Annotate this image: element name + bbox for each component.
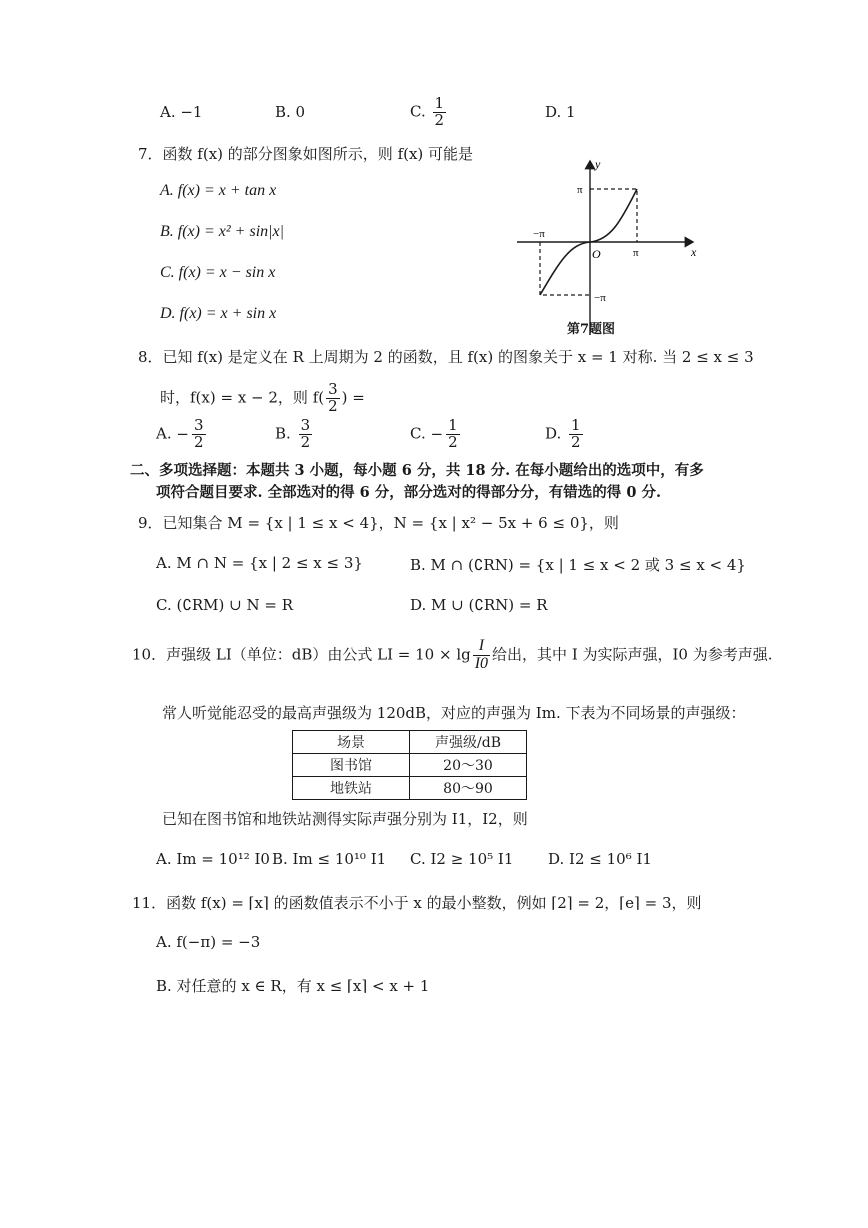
table-cell: 地铁站	[293, 777, 410, 800]
q7-option-a: A. f(x) = x + tan x	[160, 182, 277, 199]
table-cell: 80～90	[410, 777, 527, 800]
origin-label: O	[592, 247, 601, 261]
q10-line2: 常人听觉能忍受的最高声强级为 120dB，对应的声强为 Im. 下表为不同场景的声强级：	[162, 704, 746, 722]
q11-option-b: B. 对任意的 x ∈ R，有 x ≤ ⌈x⌉ < x + 1	[156, 977, 430, 995]
q8-option-c	[410, 418, 462, 451]
guide-neg-pi	[540, 242, 590, 295]
guide-pi	[590, 189, 637, 242]
option-label: D.	[545, 424, 562, 443]
fraction-numerator: 1	[434, 94, 445, 112]
table-cell: 图书馆	[293, 754, 410, 777]
option-label: A.	[156, 424, 172, 443]
q7-stem: 7．函数 f(x) 的部分图象如图所示，则 f(x) 可能是	[138, 145, 474, 163]
y-axis-label: y	[595, 157, 601, 171]
x-axis-label: x	[691, 245, 697, 259]
fraction-denominator: 2	[434, 110, 445, 129]
q10-stem-post: 给出，其中 I 为实际声强，I0 为参考声强.	[492, 645, 773, 664]
q10-line3: 已知在图书馆和地铁站测得实际声强分别为 I1，I2，则	[162, 810, 528, 828]
fraction-numerator: 3	[300, 416, 311, 434]
fraction-numerator: I	[473, 638, 490, 656]
table-cell: 20～30	[410, 754, 527, 777]
q10-option-c: C. I2 ≥ 10⁵ I1	[410, 850, 514, 868]
q6-option-c	[410, 96, 448, 129]
section2-heading-line1: 二、多项选择题：本题共 3 小题，每小题 6 分，共 18 分. 在每小题给出的选项中，有多	[130, 462, 704, 479]
q7-option-c: C. f(x) = x − sin x	[160, 264, 276, 281]
q9-stem: 9．已知集合 M = {x | 1 ≤ x < 4}，N = {x | x² − 5x + 6 ≤ 0}，则	[138, 514, 619, 532]
table-header-row	[293, 731, 527, 754]
q8-line2	[160, 382, 365, 415]
option-label: B.	[275, 424, 291, 443]
q8-option-d	[545, 418, 585, 451]
q10-stem-pre: 10．声强级 LI（单位：dB）由公式 LI = 10 × lg	[132, 645, 471, 664]
fraction-denominator: I0	[474, 654, 489, 672]
fraction-denominator: 2	[571, 432, 581, 451]
q8-line2-post: ) =	[341, 388, 365, 407]
neg-pi-label-x: −π	[533, 228, 545, 240]
q11-stem: 11．函数 f(x) = ⌈x⌉ 的函数值表示不小于 x 的最小整数，例如 ⌈2⌉ = 2，⌈e⌉ = 3，则	[132, 894, 702, 912]
fraction-denominator: 2	[300, 432, 311, 451]
q6-option-b: B. 0	[275, 103, 306, 121]
fraction-numerator: 1	[448, 416, 458, 434]
fraction-denominator: 2	[193, 432, 204, 451]
option-fraction	[299, 418, 313, 451]
fraction-denominator: 2	[448, 432, 458, 451]
option-sign: −	[176, 425, 189, 444]
q9-option-b: B. M ∩ (∁RN) = {x | 1 ≤ x < 2 或 3 ≤ x < 4}	[410, 556, 746, 574]
q6-option-d: D. 1	[545, 103, 576, 121]
fraction-denominator: 2	[328, 396, 338, 415]
neg-pi-label-y: −π	[594, 292, 606, 304]
q7-option-b: B. f(x) = x² + sin|x|	[160, 223, 285, 240]
option-fraction	[569, 418, 583, 451]
table-row	[293, 754, 527, 777]
q9-option-a: A. M ∩ N = {x | 2 ≤ x ≤ 3}	[156, 554, 363, 572]
fraction-numerator: 1	[571, 416, 581, 434]
q7-option-d: D. f(x) = x + sin x	[160, 305, 277, 322]
q7-graph-figure	[515, 155, 705, 340]
q10-option-d: D. I2 ≤ 10⁶ I1	[548, 850, 652, 868]
q6-option-c-label: C.	[410, 102, 426, 121]
option-sign: −	[430, 425, 444, 444]
option-fraction	[192, 418, 206, 451]
q8-line2-pre: 时，f(x) = x − 2，则 f(	[160, 388, 325, 407]
table-header-cell: 场景	[293, 731, 410, 754]
q9-option-c: C. (∁RM) ∪ N = R	[156, 596, 294, 614]
section2-heading-line2: 项符合题目要求. 全部选对的得 6 分，部分选对的得部分分，有错选的得 0 分.	[156, 484, 662, 501]
q10-fraction	[473, 638, 490, 673]
q8-option-a	[156, 418, 208, 451]
table-row	[293, 777, 527, 800]
table-header-cell: 声强级/dB	[410, 731, 527, 754]
q9-option-d: D. M ∪ (∁RN) = R	[410, 596, 548, 614]
q6-option-a: A. −1	[160, 103, 203, 121]
q8-fraction	[326, 382, 340, 415]
pi-label-x: π	[633, 247, 639, 259]
q10-option-b: B. Im ≤ 10¹⁰ I1	[272, 850, 387, 868]
q10-stem	[132, 638, 773, 673]
q8-option-b	[275, 418, 314, 451]
q7-figure-caption: 第7题图	[567, 322, 616, 337]
q8-line1: 8．已知 f(x) 是定义在 R 上周期为 2 的函数，且 f(x) 的图象关于 x = 1 对称. 当 2 ≤ x ≤ 3	[138, 348, 754, 366]
sound-level-table	[292, 730, 527, 800]
fraction-numerator: 3	[328, 380, 338, 398]
q11-option-a: A. f(−π) = −3	[156, 933, 261, 951]
q6-option-c-fraction	[433, 96, 447, 129]
fraction-numerator: 3	[193, 416, 204, 434]
option-label: C.	[410, 424, 426, 443]
q10-option-a: A. Im = 10¹² I0	[156, 850, 270, 868]
option-fraction	[446, 418, 460, 451]
pi-label-y: π	[577, 184, 583, 196]
